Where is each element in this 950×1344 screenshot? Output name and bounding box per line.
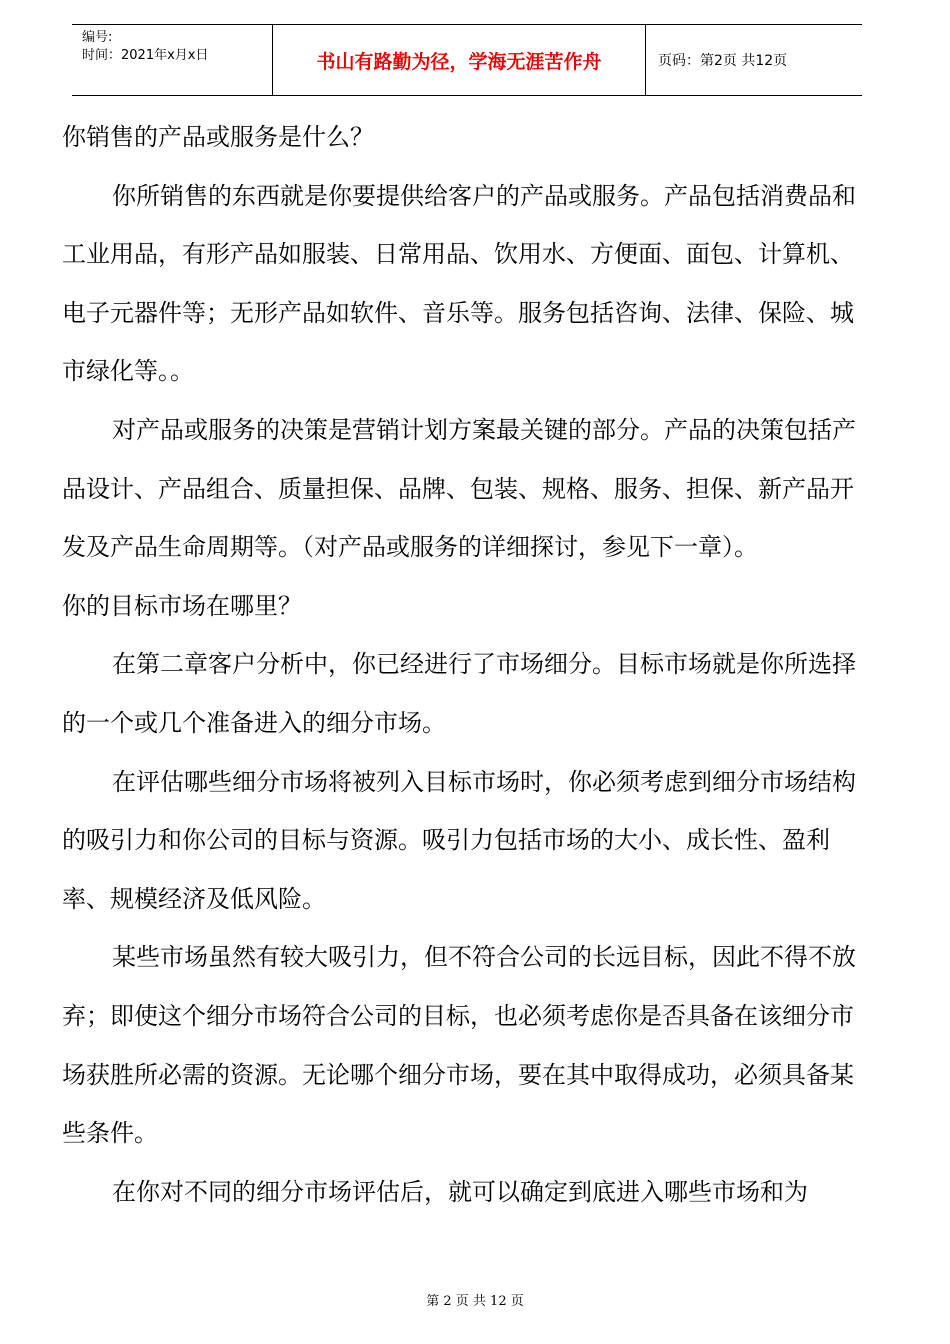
paragraph: 你所销售的东西就是你要提供给客户的产品或服务。产品包括消费品和工业用品，有形产品如服装、日常用品、饮用水、方便面、面包、计算机、电子元器件等；无形产品如软件、音乐等。服务包括咨询、法律、保险、城市绿化等。。	[62, 181, 856, 386]
paragraph: 在评估哪些细分市场将被列入目标市场时，你必须考虑到细分市场结构的吸引力和你公司的目标与资源。吸引力包括市场的大小、成长性、盈利率、规模经济及低风险。	[62, 767, 856, 913]
header-motto: 书山有路勤为径，学海无涯苦作舟	[272, 25, 646, 95]
header-page-info: 页码：第2页 共12页	[658, 53, 788, 69]
question-heading: 你销售的产品或服务是什么？	[62, 123, 374, 151]
paragraph: 对产品或服务的决策是营销计划方案最关键的部分。产品的决策包括产品设计、产品组合、质量担保、品牌、包装、规格、服务、担保、新产品开发及产品生命周期等。（对产品或服务的详细探讨，参见下一章）。	[62, 415, 856, 562]
page-header	[72, 24, 862, 96]
number-label: 编号:	[82, 30, 113, 45]
header-meta	[72, 25, 272, 95]
paragraph: 在你对不同的细分市场评估后，就可以确定到底进入哪些市场和为	[112, 1177, 808, 1206]
page-footer: 第 2 页 共 12 页	[426, 1294, 524, 1309]
document-body	[62, 108, 874, 1221]
paragraph: 在第二章客户分析中，你已经进行了市场细分。目标市场就是你所选择的一个或几个准备进入的细分市场。	[62, 650, 856, 737]
question-heading: 你的目标市场在哪里？	[62, 591, 302, 620]
time-label: 时间：2021年x月x日	[82, 48, 209, 63]
paragraph: 某些市场虽然有较大吸引力，但不符合公司的长远目标，因此不得不放弃；即使这个细分市场符合公司的目标，也必须考虑你是否具备在该细分市场获胜所必需的资源。无论哪个细分市场，要在其中取得成功，必须具备某些条件。	[62, 943, 856, 1148]
